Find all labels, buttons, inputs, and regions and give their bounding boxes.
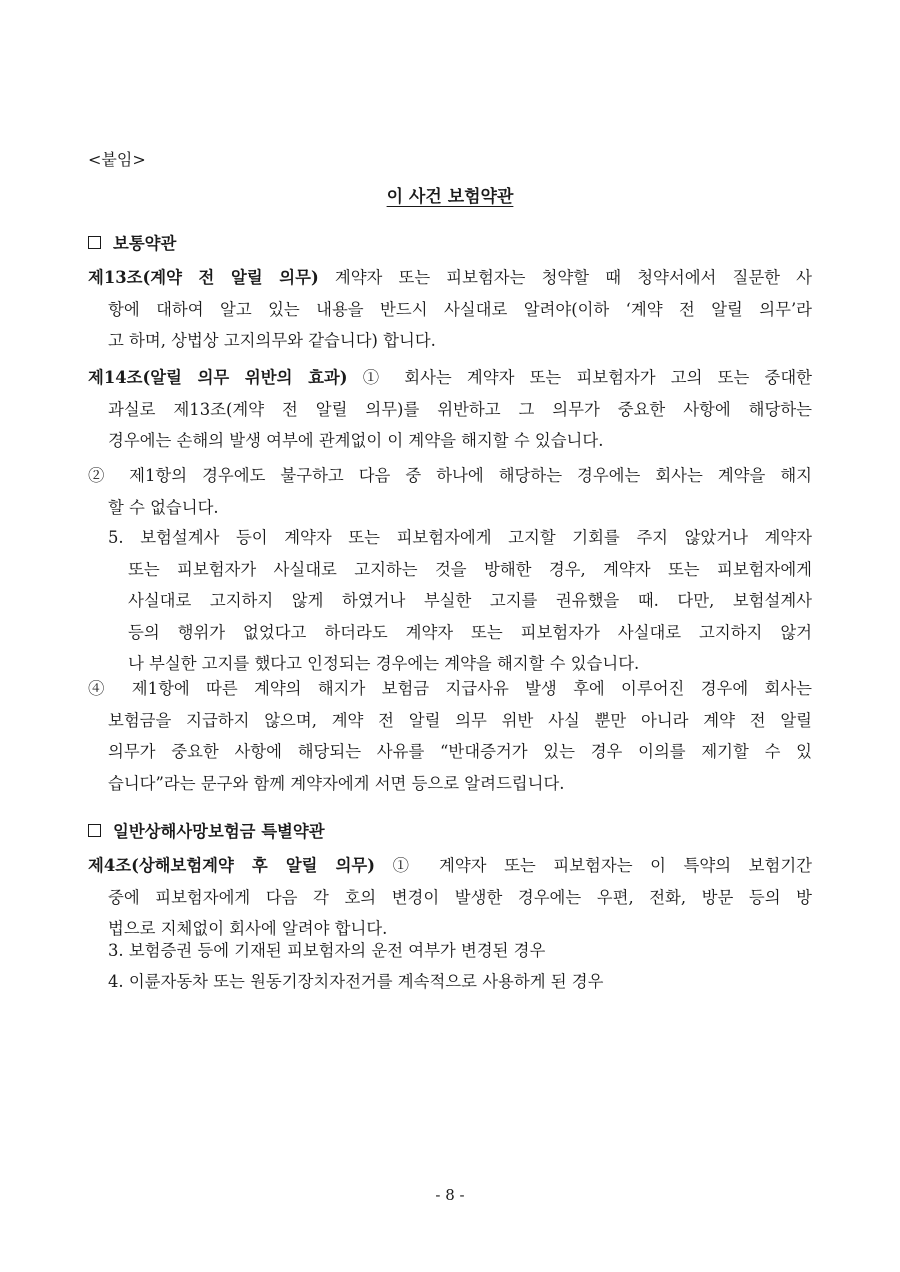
paragraph-2 [88, 460, 812, 523]
checkbox-square-icon [88, 236, 101, 249]
article-13-label: 제13조(계약 전 알릴 의무) [88, 268, 319, 287]
paragraph-4-line-4: 습니다”라는 문구와 함께 계약자에게 서면 등으로 알려드립니다. [108, 773, 565, 793]
item-5-line-5: 나 부실한 고지를 했다고 인정되는 경우에는 계약을 해지할 수 있습니다. [128, 654, 640, 673]
paragraph-4-line-2: 보험금을 지급하지 않으며, 계약 전 알릴 의무 위반 사실 뿐만 아니라 계약 전 알릴 [108, 710, 812, 730]
article-4-line-3: 법으로 지체없이 회사에 알려야 합니다. [108, 919, 388, 938]
paragraph-4 [88, 673, 812, 799]
item-3-line: 3. 보험증권 등에 기재된 피보험자의 운전 여부가 변경된 경우 [108, 941, 546, 960]
article-14 [88, 362, 812, 457]
article-4 [88, 850, 812, 945]
article-4-line-2: 중에 피보험자에게 다음 각 호의 변경이 발생한 경우에는 우편, 전화, 방문 등의 방 [108, 887, 812, 907]
item-4 [108, 966, 812, 998]
checkbox-square-icon [88, 824, 101, 837]
document-title: 이 사건 보험약관 [386, 187, 514, 207]
paragraph-4-line-3: 의무가 중요한 사항에 해당되는 사유를 “반대증거가 있는 경우 이의를 제기할 수 있 [108, 742, 812, 761]
article-14-line-1: 제14조(알릴 의무 위반의 효과) ① 회사는 계약자 또는 피보험자가 고의 또는 중대한 [88, 368, 812, 387]
section-heading-label: 보통약관 [113, 234, 177, 253]
page-number: - 8 - [435, 1186, 465, 1204]
article-13-line-1: 제13조(계약 전 알릴 의무) 계약자 또는 피보험자는 청약할 때 청약서에서 질문한 사 [88, 268, 812, 287]
item-5-line-2: 또는 피보험자가 사실대로 고지하는 것을 방해한 경우, 계약자 또는 피보험자에게 [128, 559, 812, 579]
article-4-line-1: 제4조(상해보험계약 후 알릴 의무) ① 계약자 또는 피보험자는 이 특약의 보험기간 [88, 856, 812, 875]
article-14-line-3: 경우에는 손해의 발생 여부에 관계없이 이 계약을 해지할 수 있습니다. [108, 431, 604, 450]
attachment-label: <붙임> [88, 150, 146, 169]
article-4-label: 제4조(상해보험계약 후 알릴 의무) [88, 856, 376, 875]
paragraph-2-line-2: 할 수 없습니다. [108, 497, 219, 517]
article-14-label: 제14조(알릴 의무 위반의 효과) [88, 368, 348, 387]
section-heading-special [88, 818, 325, 842]
article-13-line-2: 항에 대하여 알고 있는 내용을 반드시 사실대로 알려야(이하 ‘계약 전 알릴 의무’라 [108, 299, 812, 319]
item-5 [108, 522, 812, 680]
paragraph-4-line-1: ④ 제1항에 따른 계약의 해지가 보험금 지급사유 발생 후에 이루어진 경우에 회사는 [88, 679, 812, 698]
item-5-line-3: 사실대로 고지하지 않게 하였거나 부실한 고지를 권유했을 때. 다만, 보험설계사 [128, 591, 812, 610]
article-13 [88, 262, 812, 357]
paragraph-2-line-1: ② 제1항의 경우에도 불구하고 다음 중 하나에 해당하는 경우에는 회사는 계약을 해지 [88, 466, 812, 485]
item-5-line-4: 등의 행위가 없었다고 하더라도 계약자 또는 피보험자가 사실대로 고지하지 않거 [128, 622, 812, 642]
article-14-line-2: 과실로 제13조(계약 전 알릴 의무)를 위반하고 그 의무가 중요한 사항에 해당하는 [108, 399, 812, 419]
section-heading-label: 일반상해사망보험금 특별약관 [113, 822, 325, 841]
article-13-line-3: 고 하며, 상법상 고지의무와 같습니다) 합니다. [108, 331, 436, 350]
item-3 [108, 935, 812, 967]
item-4-line: 4. 이륜자동차 또는 원동기장치자전거를 계속적으로 사용하게 된 경우 [108, 972, 604, 991]
item-5-line-1: 5. 보험설계사 등이 계약자 또는 피보험자에게 고지할 기회를 주지 않았거나 계약자 [108, 528, 812, 547]
section-heading-general [88, 230, 176, 254]
